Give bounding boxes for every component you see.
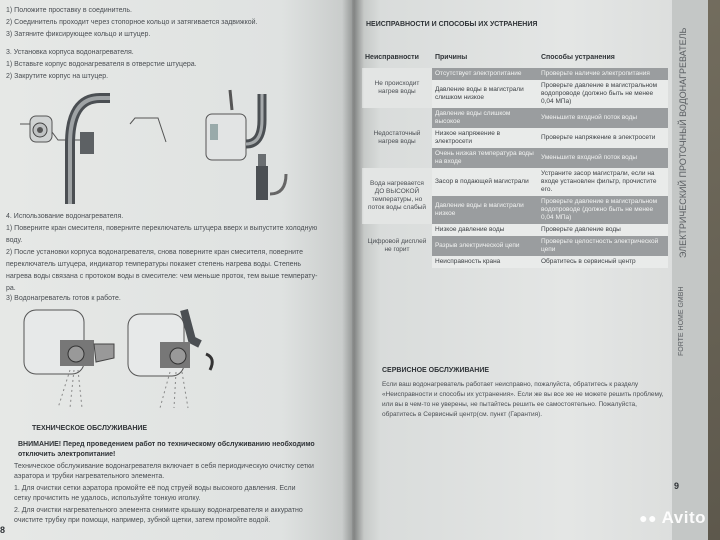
- text-line: обратитесь в Сервисный центр(см. пункт (Гарантия).: [382, 411, 543, 418]
- fix-cell: Проверьте целостность электрической цепи: [538, 236, 668, 256]
- text-line: 1) Поверните кран смесителя, поверните переключатель штуцера вверх и выпустите холодную: [6, 225, 318, 232]
- text-line: 1. Для очистки сетки аэратора промойте её под струей воды высокого давления. Если: [14, 485, 296, 492]
- text-line: 4. Использование водонагревателя.: [6, 213, 124, 220]
- text-line: «Неисправности и способы их устранения». Если же вы все же не можете решить проблему,: [382, 391, 664, 398]
- fix-cell: Уменьшите входной поток воды: [538, 108, 668, 128]
- left-page: [0, 0, 352, 540]
- table-row: [362, 68, 668, 80]
- table-row: [362, 168, 668, 196]
- watermark-text: Avito: [661, 508, 706, 527]
- text-line: сетку прочистить не удалось, используйте тонкую иголку.: [14, 495, 201, 502]
- text-line: или вы в чем-то не уверены, не пытайтесь решить ее самостоятельно. Пожалуйста,: [382, 401, 637, 408]
- text-line: 1) Положите проставку в соединитель.: [6, 7, 132, 14]
- maintenance-title: ТЕХНИЧЕСКОЕ ОБСЛУЖИВАНИЕ: [32, 425, 148, 432]
- installation-illustration: [10, 84, 300, 204]
- fix-cell: Проверьте наличие электропитания: [538, 68, 668, 80]
- fault-cell: Не происходит нагрев воды: [362, 68, 432, 108]
- table-row: [362, 108, 668, 128]
- text-line: Техническое обслуживание водонагревателя включает в себя периодическую очистку сетки: [14, 463, 314, 470]
- column-header: Причины: [435, 54, 468, 61]
- section-title: НЕИСПРАВНОСТИ И СПОСОБЫ ИХ УСТРАНЕНИЯ: [366, 21, 538, 28]
- text-line: нагрева воды связана с протоком воды в смесителе: чем меньше проток, тем выше температу-: [6, 273, 318, 280]
- fault-cell: Вода нагревается ДО ВЫСОКОЙ температуры, но поток воды слабый: [362, 168, 432, 224]
- cause-cell: Засор в подающей магистрали: [432, 168, 538, 196]
- side-brand: FORTE HOME GMBH: [678, 286, 685, 356]
- fix-cell: Устраните засор магистрали, если на входе установлен фильтр, прочистите его.: [538, 168, 668, 196]
- side-title: ЭЛЕКТРИЧЕСКИЙ ПРОТОЧНЫЙ ВОДОНАГРЕВАТЕЛЬ: [678, 27, 688, 258]
- text-line: 2) После установки корпуса водонагревателя, снова поверните кран смесителя, поверните: [6, 249, 304, 256]
- cause-cell: Низкое напряжение в электросети: [432, 128, 538, 148]
- cause-cell: Отсутствует электропитание: [432, 68, 538, 80]
- avito-logo-icon: ●●: [639, 510, 658, 526]
- table-row: [362, 224, 668, 236]
- cause-cell: Давление воды слишком высокое: [432, 108, 538, 128]
- text-line: 3. Установка корпуса водонагревателя.: [6, 49, 134, 56]
- fault-cell: Недостаточный нагрев воды: [373, 130, 421, 145]
- warning-line: ВНИМАНИЕ! Перед проведением работ по техническому обслуживанию необходимо: [18, 441, 315, 448]
- text-line: воду.: [6, 237, 23, 244]
- column-header: Способы устранения: [541, 54, 615, 61]
- fix-cell: Проверьте давление воды: [538, 224, 668, 236]
- text-line: ра.: [6, 285, 16, 292]
- text-line: 3) Затяните фиксирующее кольцо и штуцер.: [6, 31, 151, 38]
- cause-cell: Давление воды в магистрали слишком низкое: [432, 80, 538, 108]
- fix-cell: Проверьте давление в магистральном водопроводе (должно быть не менее 0,04 МПа): [538, 196, 668, 224]
- text-line: 2. Для очистки нагревательного элемента снимите крышку водонагревателя и аккуратно: [14, 507, 303, 514]
- service-title: СЕРВИСНОЕ ОБСЛУЖИВАНИЕ: [382, 367, 490, 374]
- text-line: Если ваш водонагреватель работает неисправно, пожалуйста, обратитесь к разделу: [382, 381, 639, 388]
- fix-cell: Обратитесь в сервисный центр: [538, 256, 668, 268]
- fault-cell: Цифровой дисплей не горит: [367, 238, 427, 253]
- page-number: 9: [674, 481, 680, 491]
- text-line: 2) Закрутите корпус на штуцер.: [6, 73, 109, 80]
- text-line: очистите трубку при помощи, например, зубной щетки, затем промойте водой.: [14, 517, 271, 524]
- cause-cell: Низкое давление воды: [432, 224, 538, 236]
- fix-cell: Проверьте давление в магистральном водопроводе (должно быть не менее 0,04 МПа): [538, 80, 668, 108]
- cause-cell: Неисправность крана: [432, 256, 538, 268]
- fix-cell: Проверьте напряжение в электросети: [538, 128, 668, 148]
- text-line: 3) Водонагреватель готов к работе.: [6, 295, 121, 302]
- cause-cell: Очень низкая температура воды на входе: [432, 148, 538, 168]
- text-line: переключатель штуцера, индикатор температуры покажет степень нагрева воды. Степень: [6, 261, 302, 268]
- text-line: 2) Соединитель проходит через стопорное кольцо и затягивается задвижкой.: [6, 19, 258, 26]
- right-page: [352, 0, 708, 540]
- usage-illustration: [10, 300, 310, 410]
- book-gutter: [342, 0, 364, 540]
- text-line: 1) Вставьте корпус водонагревателя в отверстие штуцера.: [6, 61, 197, 68]
- watermark: [639, 508, 706, 528]
- fix-cell: Уменьшите входной поток воды: [538, 148, 668, 168]
- warning-line: отключить электропитание!: [18, 451, 116, 458]
- cause-cell: Разрыв электрической цепи: [432, 236, 538, 256]
- page-number: 8: [0, 525, 6, 535]
- cause-cell: Давление воды в магистрали низкое: [432, 196, 538, 224]
- text-line: аэратора и трубки нагревательного элемента.: [14, 473, 165, 480]
- column-header: Неисправности: [365, 54, 419, 61]
- troubleshooting-table: [362, 52, 668, 268]
